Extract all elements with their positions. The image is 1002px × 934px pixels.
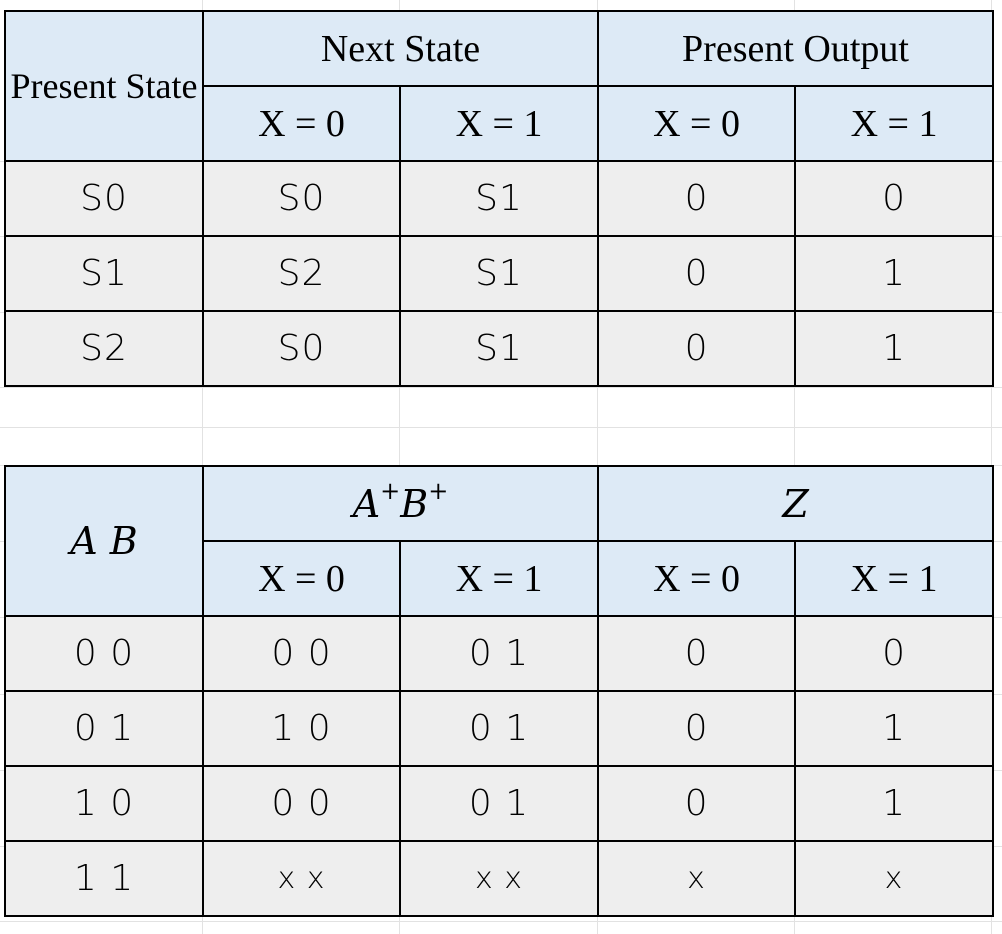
- next-state-cell: S1: [400, 311, 598, 386]
- output-cell: 0: [795, 161, 993, 236]
- next-ab-cell: 1 0: [203, 691, 400, 766]
- next-state-cell: S2: [203, 236, 400, 311]
- next-ab-x0-header: X = 0: [203, 541, 400, 616]
- next-a-label: A: [352, 481, 381, 526]
- next-state-cell: S1: [400, 161, 598, 236]
- present-output-header: Present Output: [598, 11, 993, 86]
- output-cell: 1: [795, 236, 993, 311]
- next-state-header: Next State: [203, 11, 598, 86]
- z-header: Z: [598, 466, 993, 541]
- ab-cell: 1 1: [5, 841, 203, 916]
- ab-cell: 0 1: [5, 691, 203, 766]
- z-cell: 0: [598, 616, 795, 691]
- z-cell: 0: [598, 691, 795, 766]
- next-ab-header: [203, 466, 598, 541]
- next-state-cell: S1: [400, 236, 598, 311]
- z-cell: x: [598, 841, 795, 916]
- table-row: [5, 236, 993, 311]
- next-state-cell: S0: [203, 161, 400, 236]
- output-cell: 0: [598, 161, 795, 236]
- z-x1-header: X = 1: [795, 541, 993, 616]
- next-ab-cell: 0 0: [203, 766, 400, 841]
- next-ab-x1-header: X = 1: [400, 541, 598, 616]
- table-row: [5, 841, 993, 916]
- next-ab-cell: 0 1: [400, 616, 598, 691]
- present-state-cell: S1: [5, 236, 203, 311]
- next-b-plus: +: [428, 476, 449, 505]
- ab-cell: 0 0: [5, 616, 203, 691]
- next-ab-cell: x x: [203, 841, 400, 916]
- z-cell: 0: [795, 616, 993, 691]
- z-cell: x: [795, 841, 993, 916]
- present-state-cell: S2: [5, 311, 203, 386]
- z-cell: 1: [795, 766, 993, 841]
- z-x0-header: X = 0: [598, 541, 795, 616]
- present-state-header: Present State: [5, 11, 203, 161]
- next-ab-cell: 0 0: [203, 616, 400, 691]
- output-x1-header: X = 1: [795, 86, 993, 161]
- state-table: [4, 10, 994, 387]
- next-a-plus: +: [380, 476, 401, 505]
- table-row: [5, 691, 993, 766]
- output-cell: 0: [598, 311, 795, 386]
- next-state-x0-header: X = 0: [203, 86, 400, 161]
- table-row: [5, 616, 993, 691]
- z-cell: 0: [598, 766, 795, 841]
- next-b-label: B: [400, 481, 429, 526]
- next-state-cell: S0: [203, 311, 400, 386]
- next-ab-cell: 0 1: [400, 691, 598, 766]
- output-cell: 0: [598, 236, 795, 311]
- table-row: [5, 161, 993, 236]
- table-row: [5, 311, 993, 386]
- next-state-x1-header: X = 1: [400, 86, 598, 161]
- output-cell: 1: [795, 311, 993, 386]
- next-ab-cell: x x: [400, 841, 598, 916]
- ab-header: A B: [5, 466, 203, 616]
- next-ab-cell: 0 1: [400, 766, 598, 841]
- encoded-state-table: [4, 465, 994, 917]
- present-state-cell: S0: [5, 161, 203, 236]
- ab-cell: 1 0: [5, 766, 203, 841]
- z-cell: 1: [795, 691, 993, 766]
- table-row: [5, 766, 993, 841]
- output-x0-header: X = 0: [598, 86, 795, 161]
